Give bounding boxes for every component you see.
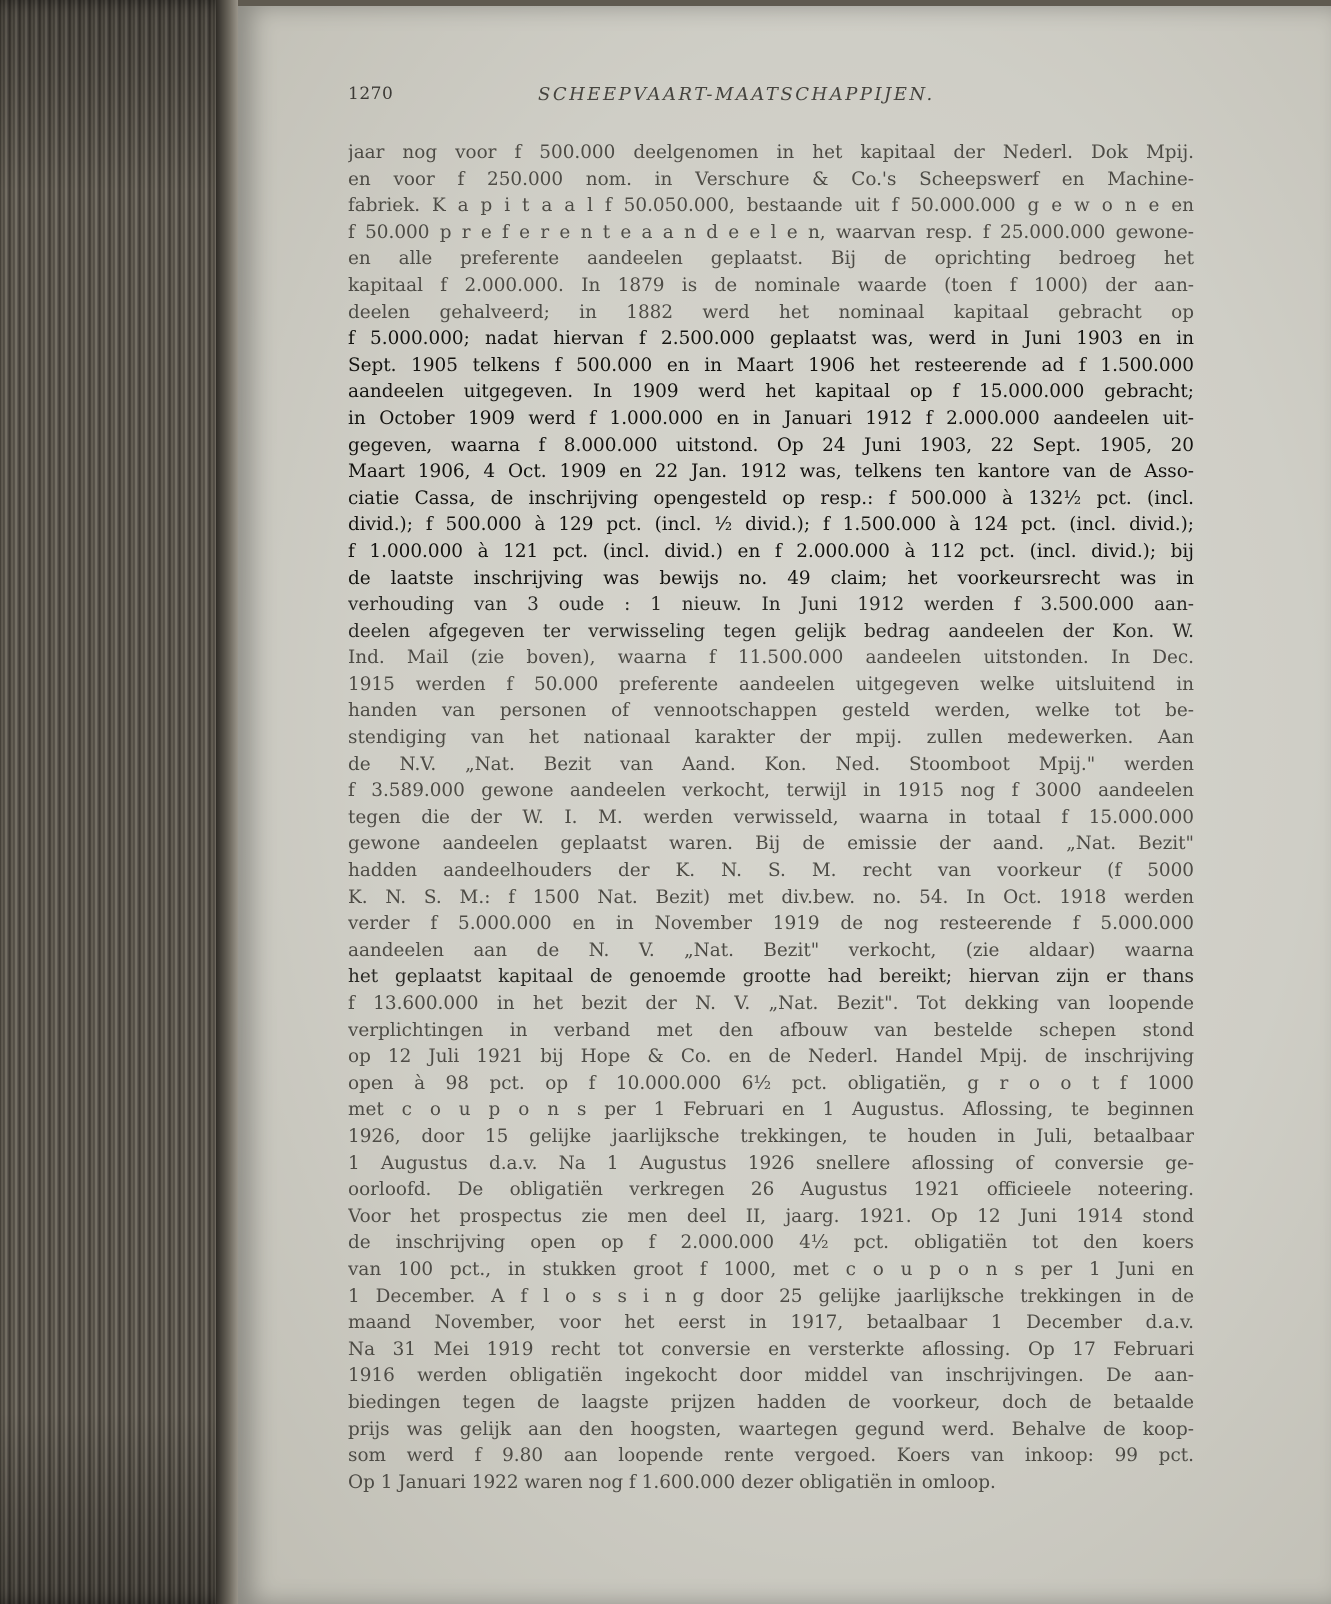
- text-line: prijs was gelijk aan den hoogsten, waartegen gegund werd. Behalve de koop-: [348, 1418, 1194, 1440]
- text-line: van 100 pct., in stukken groot f 1000, met c o u p o n s per 1 Juni en: [348, 1258, 1194, 1280]
- text-line: hadden aandeelhouders der K. N. S. M. recht van voorkeur (f 5000: [348, 860, 1194, 882]
- text-line: aandeelen aan de N. V. „Nat. Bezit" verkocht, (zie aldaar) waarna: [348, 939, 1194, 961]
- running-title: SCHEEPVAART-MAATSCHAPPIJEN.: [538, 84, 935, 105]
- text-line: aandeelen uitgegeven. In 1909 werd het kapitaal op f 15.000.000 gebracht;: [348, 381, 1194, 403]
- text-line: 1 Augustus d.a.v. Na 1 Augustus 1926 snellere aflossing of conversie ge-: [348, 1152, 1194, 1174]
- text-line: stendiging van het nationaal karakter der mpij. zullen medewerken. Aan: [348, 727, 1194, 749]
- text-line: f 5.000.000; nadat hiervan f 2.500.000 geplaatst was, werd in Juni 1903 en in: [348, 328, 1194, 350]
- text-line: 1915 werden f 50.000 preferente aandeelen uitgegeven welke uitsluitend in: [348, 673, 1194, 695]
- text-line: handen van personen of vennootschappen gesteld werden, welke tot be-: [348, 700, 1194, 722]
- text-line: 1926, door 15 gelijke jaarlijksche trekkingen, te houden in Juli, betaalbaar: [348, 1125, 1194, 1147]
- text-line: oorloofd. De obligatiën verkregen 26 Augustus 1921 officieele noteering.: [348, 1179, 1194, 1201]
- text-line: divid.); f 500.000 à 129 pct. (incl. ½ divid.); f 1.500.000 à 124 pct. (incl. divid.);: [348, 514, 1194, 536]
- text-line: Sept. 1905 telkens f 500.000 en in Maart 1906 het resteerende ad f 1.500.000: [348, 354, 1194, 376]
- page-number: 1270: [348, 84, 394, 104]
- text-line: gegeven, waarna f 8.000.000 uitstond. Op 24 Juni 1903, 22 Sept. 1905, 20: [348, 434, 1194, 456]
- text-line: en alle preferente aandeelen geplaatst. Bij de oprichting bedroeg het: [348, 248, 1194, 270]
- text-line: in October 1909 werd f 1.000.000 en in Januari 1912 f 2.000.000 aandeelen uit-: [348, 407, 1194, 429]
- text-line: kapitaal f 2.000.000. In 1879 is de nominale waarde (toen f 1000) der aan-: [348, 274, 1194, 296]
- text-line: f 3.589.000 gewone aandeelen verkocht, terwijl in 1915 nog f 3000 aandeelen: [348, 780, 1194, 802]
- text-line: Voor het prospectus zie men deel II, jaarg. 1921. Op 12 Juni 1914 stond: [348, 1205, 1194, 1227]
- text-line: f 13.600.000 in het bezit der N. V. „Nat. Bezit". Tot dekking van loopende: [348, 993, 1194, 1014]
- text-line: 1 December. A f l o s s i n g door 25 gelijke jaarlijksche trekkingen in de: [348, 1285, 1194, 1307]
- text-line: verhouding van 3 oude : 1 nieuw. In Juni 1912 werden f 3.500.000 aan-: [348, 594, 1194, 616]
- text-line: gewone aandeelen geplaatst waren. Bij de emissie der aand. „Nat. Bezit": [348, 833, 1194, 855]
- text-line: de laatste inschrijving was bewijs no. 49 claim; het voorkeursrecht was in: [348, 567, 1194, 589]
- text-line: open à 98 pct. op f 10.000.000 6½ pct. obligatiën, g r o o t f 1000: [348, 1072, 1194, 1094]
- text-line: f 50.000 p r e f e r e n t e a a n d e e l e n, waarvan resp. f 25.000.000 gewone-: [348, 221, 1194, 243]
- text-line: som werd f 9.80 aan loopende rente vergoed. Koers van inkoop: 99 pct.: [348, 1445, 1194, 1467]
- text-line: Na 31 Mei 1919 recht tot conversie en versterkte aflossing. Op 17 Februari: [348, 1338, 1194, 1360]
- text-line: en voor f 250.000 nom. in Verschure & Co.'s Scheepswerf en Machine-: [348, 168, 1194, 190]
- text-line: verplichtingen in verband met den afbouw van bestelde schepen stond: [348, 1019, 1194, 1041]
- text-line: 1916 werden obligatiën ingekocht door middel van inschrijvingen. De aan-: [348, 1365, 1194, 1387]
- text-line: Op 1 Januari 1922 waren nog f 1.600.000 dezer obligatiën in omloop.: [348, 1471, 996, 1493]
- text-line: op 12 Juli 1921 bij Hope & Co. en de Nederl. Handel Mpij. de inschrijving: [348, 1046, 1194, 1068]
- text-line: deelen afgegeven ter verwisseling tegen gelijk bedrag aandeelen der Kon. W.: [348, 620, 1194, 642]
- text-line: de N.V. „Nat. Bezit van Aand. Kon. Ned. Stoomboot Mpij." werden: [348, 753, 1194, 775]
- text-line: het geplaatst kapitaal de genoemde grootte had bereikt; hiervan zijn er thans: [348, 966, 1194, 988]
- text-line: maand November, voor het eerst in 1917, betaalbaar 1 December d.a.v.: [348, 1312, 1194, 1334]
- text-line: biedingen tegen de laagste prijzen hadden de voorkeur, doch de betaalde: [348, 1391, 1194, 1413]
- text-line: met c o u p o n s per 1 Februari en 1 Augustus. Aflossing, te beginnen: [348, 1099, 1194, 1121]
- body-text: [348, 140, 1194, 1496]
- text-line: fabriek. K a p i t a a l f 50.050.000, bestaande uit f 50.000.000 g e w o n e en: [348, 195, 1194, 217]
- text-line: ciatie Cassa, de inschrijving opengesteld op resp.: f 500.000 à 132½ pct. (incl.: [348, 487, 1194, 509]
- text-line: K. N. S. M.: f 1500 Nat. Bezit) met div.bew. no. 54. In Oct. 1918 werden: [348, 886, 1194, 908]
- text-line: Ind. Mail (zie boven), waarna f 11.500.000 aandeelen uitstonden. In Dec.: [348, 647, 1194, 669]
- text-line: Maart 1906, 4 Oct. 1909 en 22 Jan. 1912 was, telkens ten kantore van de Asso-: [348, 461, 1194, 483]
- text-line: f 1.000.000 à 121 pct. (incl. divid.) en f 2.000.000 à 112 pct. (incl. divid.); bij: [348, 540, 1194, 562]
- book-gutter: [216, 0, 238, 1604]
- text-line: tegen die der W. I. M. werden verwisseld, waarna in totaal f 15.000.000: [348, 806, 1194, 828]
- text-line: de inschrijving open op f 2.000.000 4½ pct. obligatiën tot den koers: [348, 1232, 1194, 1254]
- text-line: verder f 5.000.000 en in November 1919 de nog resteerende f 5.000.000: [348, 913, 1194, 935]
- text-line: deelen gehalveerd; in 1882 werd het nominaal kapitaal gebracht op: [348, 301, 1194, 323]
- book-page-edges: [0, 0, 238, 1604]
- page-header: [348, 84, 1248, 114]
- book-page: [238, 6, 1331, 1604]
- text-line: jaar nog voor f 500.000 deelgenomen in het kapitaal der Nederl. Dok Mpij.: [348, 142, 1194, 163]
